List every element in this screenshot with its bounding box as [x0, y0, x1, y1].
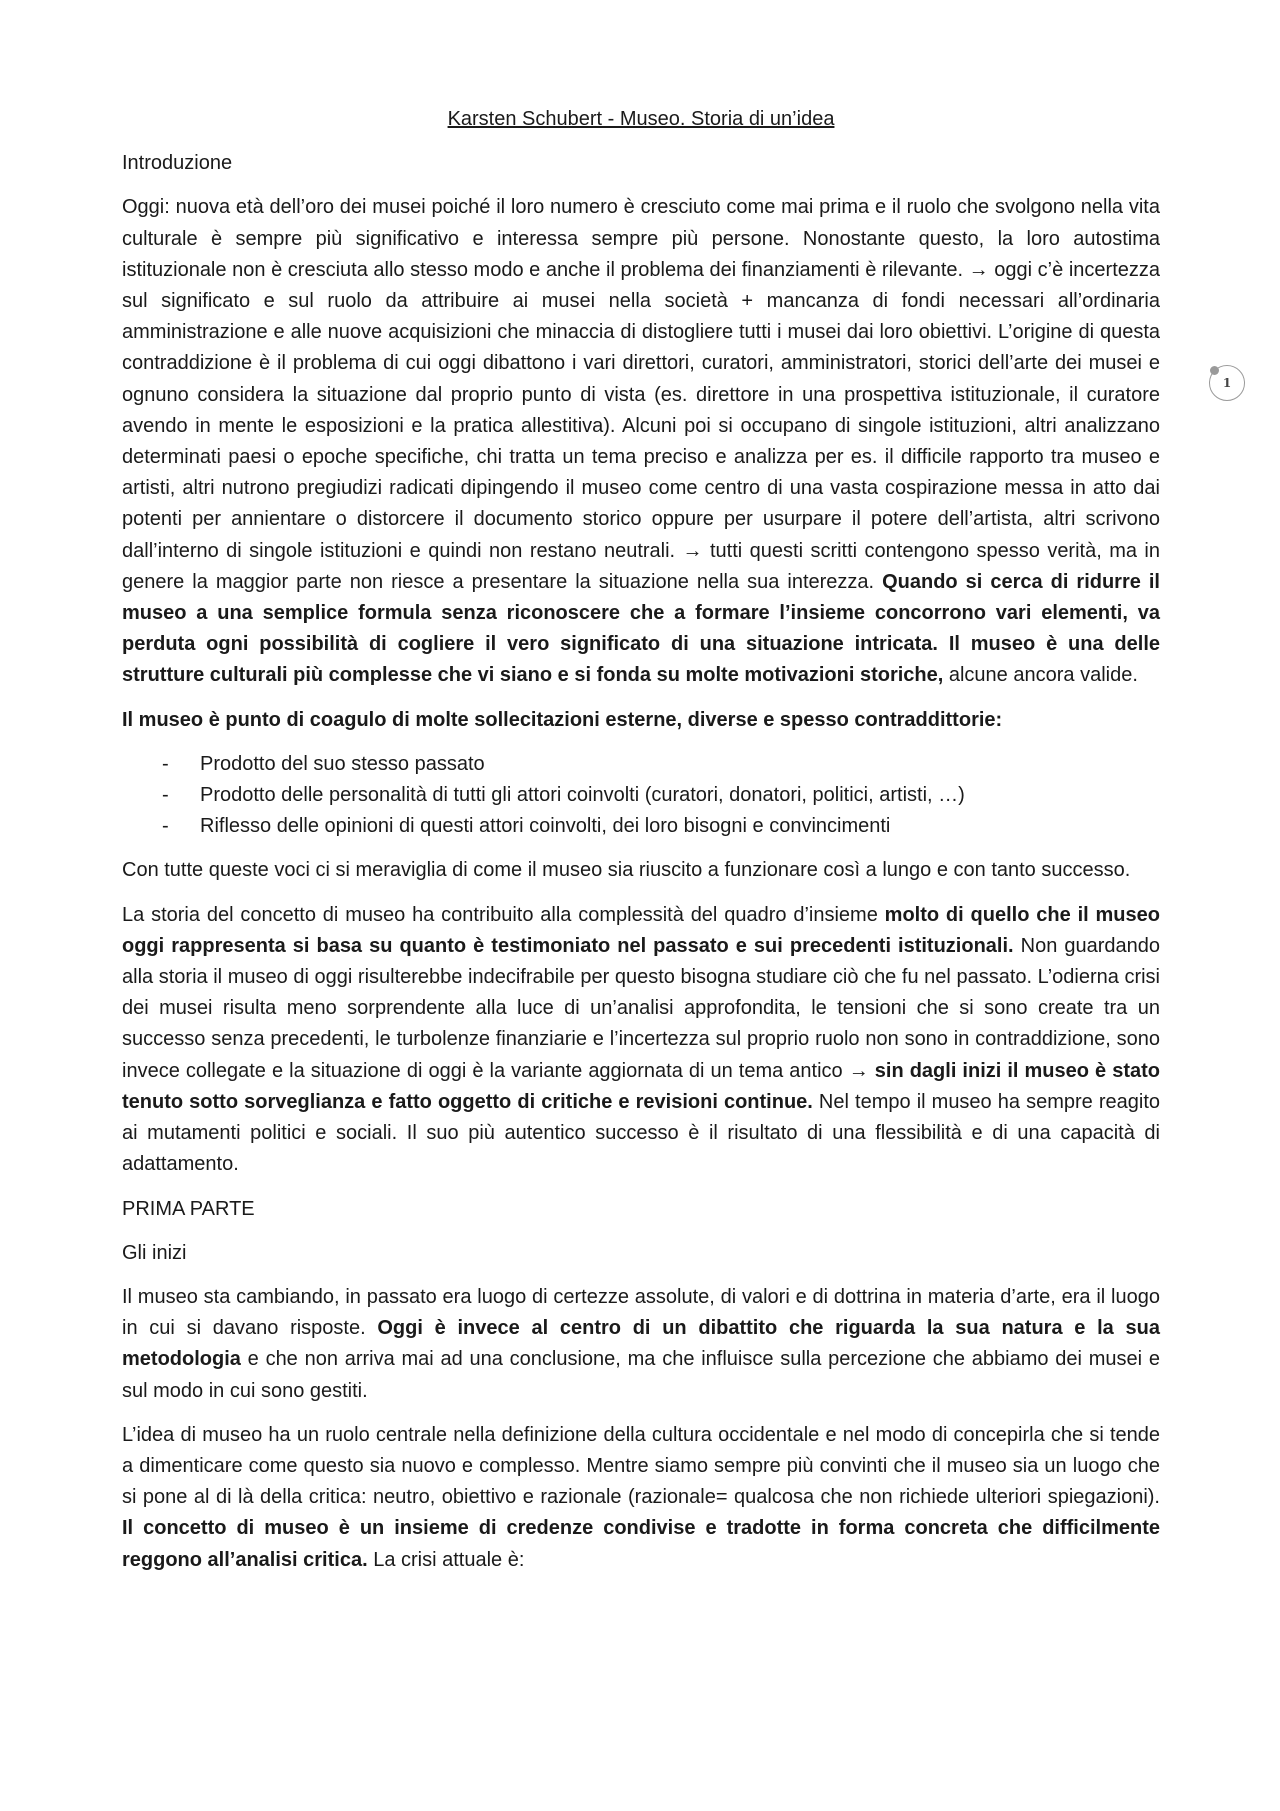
document-body: [122, 148, 1160, 1576]
paragraph: [122, 1282, 1160, 1407]
paragraph: [122, 1420, 1160, 1576]
text-run: alcune ancora valide.: [943, 664, 1138, 687]
bullet-list: [122, 749, 1160, 843]
document-title: Karsten Schubert - Museo. Storia di un’idea: [447, 108, 835, 130]
bold-text-run: molto di quello che il museo oggi rappresenta si basa su quanto è testimoniato nel passato e sui precedenti istituzionali.: [122, 903, 1160, 957]
bold-text-run: sin dagli inizi il museo è stato tenuto sotto sorveglianza e fatto oggetto di critiche e revisioni continue.: [122, 1059, 1160, 1113]
list-item: [122, 749, 1160, 780]
paragraph: [122, 705, 1160, 736]
dash-bullet-icon: -: [162, 784, 169, 807]
dash-bullet-icon: -: [162, 752, 169, 775]
list-item-text: Riflesso delle opinioni di questi attori coinvolti, dei loro bisogni e convincimenti: [200, 815, 891, 838]
list-item-text: Prodotto delle personalità di tutti gli attori coinvolti (curatori, donatori, politici, artisti, …): [200, 784, 965, 807]
page-number: 1: [1222, 376, 1232, 390]
text-run: Con tutte queste voci ci si meraviglia di come il museo sia riuscito a funzionare così a lungo e con tanto successo.: [122, 859, 1131, 882]
text-run: e che non arriva mai ad una conclusione, ma che influisce sulla percezione che abbiamo dei musei e sul modo in cui sono gestiti.: [122, 1348, 1160, 1402]
bold-text-run: Il concetto di museo è un insieme di credenze condivise e tradotte in forma concreta che difficilmente reggono all’analisi critica.: [122, 1517, 1160, 1571]
paragraph: [122, 900, 1160, 1181]
text-run: La crisi attuale è:: [367, 1548, 525, 1571]
bold-text-run: Il museo è punto di coagulo di molte sollecitazioni esterne, diverse e spesso contraddittorie:: [122, 708, 1003, 731]
paragraph: [122, 192, 1160, 691]
text-run: La storia del concetto di museo ha contribuito alla complessità del quadro d’insieme: [122, 903, 885, 926]
text-run: Oggi: nuova età dell’oro dei musei poiché il loro numero è cresciuto come mai prima e il ruolo che svolgono nella vita culturale è sempre più significativo e interessa sempre più persone. Nonostante questo, la loro autostima istituzionale non è cresciuta allo stesso modo e anche il problema dei finanziamenti è rilevante. → oggi c’è incertezza sul significato e sul ruolo da attribuire ai musei nella società + mancanza di fondi necessari all’ordinaria amministrazione e alle nuove acquisizioni che minaccia di distogliere tutti i musei dai loro obiettivi. L’origine di questa contraddizione è il problema di cui oggi dibattono i vari direttori, curatori, amministratori, storici dell’arte dei musei e ognuno considera la situazione dal proprio punto di vista (es. direttore in una prospettiva istituzionale, il curatore avendo in mente le esposizioni e la pratica allestitiva). Alcuni poi si occupano di singole istituzioni, altri analizzano determinati paesi o epoche specifiche, chi tratta un tema preciso e analizza per es. il difficile rapporto tra museo e artisti, altri nutrono pregiudizi radicati dipingendo il museo come centro di una vasta cospirazione messa in atto dai potenti per annientare o distorcere il documento storico oppure per usurpare il potere dell’artista, altri scrivono dall’interno di singole istituzioni e quindi non restano neutrali. → tutti questi scritti contengono spesso verità, ma in genere la maggior parte non riesce a presentare la situazione nella sua interezza.: [122, 196, 1160, 593]
bold-text-run: Oggi è invece al centro di un dibattito che riguarda la sua natura e la sua metodologia: [122, 1317, 1160, 1371]
list-item-text: Prodotto del suo stesso passato: [200, 752, 485, 775]
page-number-badge: [1209, 365, 1245, 401]
document-page: [122, 104, 1160, 1589]
text-run: L’idea di museo ha un ruolo centrale nella definizione della cultura occidentale e nel modo di concepirla che si tende a dimenticare come questo sia nuovo e complesso. Mentre siamo sempre più convinti che il museo sia un luogo che si pone al di là della critica: neutro, obiettivo e razionale (razionale= qualcosa che non richiede ulteriori spiegazioni).: [122, 1423, 1160, 1509]
section-heading: PRIMA PARTE: [122, 1197, 255, 1220]
text-run: Nel tempo il museo ha sempre reagito ai mutamenti politici e sociali. Il suo più autentico successo è il risultato di una flessibilità e di una capacità di adattamento.: [122, 1090, 1161, 1176]
dash-bullet-icon: -: [162, 815, 169, 838]
section-heading: Introduzione: [122, 152, 233, 175]
list-item: [122, 780, 1160, 811]
list-item: [122, 811, 1160, 842]
badge-dot-icon: [1210, 366, 1219, 375]
bold-text-run: Quando si cerca di ridurre il museo a una semplice formula senza riconoscere che a formare l’insieme concorrono vari elementi, va perduta ogni possibilità di cogliere il vero significato di una situazione intricata. Il museo è una delle strutture culturali più complesse che vi siano e si fonda su molte motivazioni storiche,: [122, 570, 1160, 687]
text-run: Non guardando alla storia il museo di oggi risulterebbe indecifrabile per questo bisogna studiare ciò che fu nel passato. L’odierna crisi dei musei risulta meno sorprendente alla luce di un’analisi approfondita, le tensioni che si sono create tra un successo senza precedenti, le turbolenze finanziarie e l’incertezza sul proprio ruolo non sono in contraddizione, sono invece collegate e la situazione di oggi è la variante aggiornata di un tema antico →: [122, 934, 1160, 1082]
text-run: Il museo sta cambiando, in passato era luogo di certezze assolute, di valori e di dottrina in materia d’arte, era il luogo in cui si davano risposte.: [122, 1285, 1160, 1340]
section-heading: Gli inizi: [122, 1241, 187, 1264]
paragraph: [122, 855, 1160, 886]
